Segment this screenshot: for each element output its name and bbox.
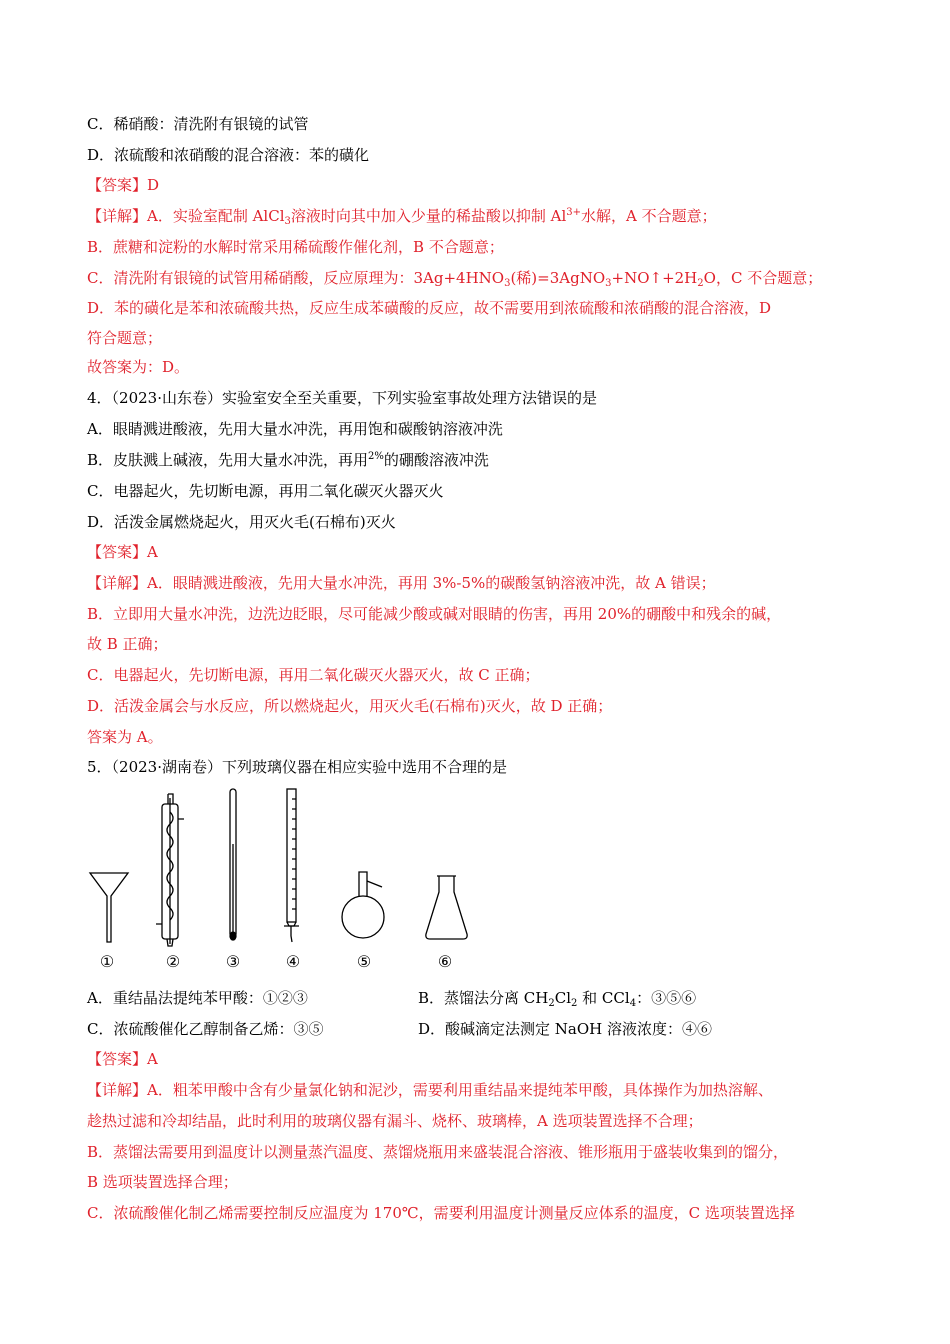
q4-option-c: C．电器起火，先切断电源，再用二氧化碳灭火器灭火 [87,482,444,500]
q5-option-c: C．浓硫酸催化乙醇制备乙烯：③⑤ [87,1020,324,1038]
q4-explanation-b-cont: 故 B 正确； [87,635,168,653]
explanation-b: B．蔗糖和淀粉的水解时常采用稀硫酸作催化剂，B 不合题意； [87,238,504,256]
q4-explanation-c: C．电器起火，先切断电源，再用二氧化碳灭火器灭火，故 C 正确； [87,666,540,684]
burette-icon [284,789,299,942]
question-5-stem: 5．（2023·湖南卷）下列玻璃仪器在相应实验中选用不合理的是 [87,758,507,776]
label-3: ③ [225,952,241,971]
funnel-icon [90,873,128,942]
label-5: ⑤ [356,952,372,971]
q4-explanation-a: 【详解】A．眼睛溅进酸液，先用大量水冲洗，再用 3%-5%的碳酸氢钠溶液冲洗，故 A 错误； [87,574,716,592]
q5-option-d: D．酸碱滴定法测定 NaOH 溶液浓度：④⑥ [418,1020,713,1038]
q4-explanation-d: D．活泼金属会与水反应，所以燃烧起火，用灭火毛(石棉布)灭火，故 D 正确； [87,697,613,715]
option-d: D．浓硫酸和浓硝酸的混合溶液：苯的磺化 [87,146,370,164]
thermometer-icon [230,789,236,940]
conclusion: 故答案为：D。 [87,358,190,376]
q4-explanation-b: B．立即用大量水冲洗，边洗边眨眼，尽可能减少酸或碱对眼睛的伤害，再用 20%的硼酸中和残余的碱， [87,605,782,623]
explanation-c: C．清洗附有银镜的试管用稀硝酸，反应原理为：$3Ag+4HNO_3$(稀)$=3AgNO_3+NO↑+2H_2O$，C 不合题意； [87,269,823,289]
explanation-a: 【详解】A．实验室配制 AlCl$_3$溶液时向其中加入少量的稀盐酸以抑制 $Al^{3+}$水解，A 不合题意； [87,207,717,227]
label-1: ① [99,952,115,971]
q5-option-b: B．蒸馏法分离 $CH_2Cl_2$ 和 CCl$_4$：③⑤⑥ [418,989,697,1009]
q4-option-b: B．皮肤溅上碱液，先用大量水冲洗，再用$^{2\%}$的硼酸溶液冲洗 [87,451,489,469]
q5-explanation-b: B．蒸馏法需要用到温度计以测量蒸汽温度、蒸馏烧瓶用来盛装混合溶液、锥形瓶用于盛装收集到的馏分， [87,1143,789,1161]
q5-explanation-a: 【详解】A．粗苯甲酸中含有少量氯化钠和泥沙，需要利用重结晶来提纯苯甲酸，具体操作为加热溶解、 [87,1081,773,1099]
label-6: ⑥ [437,952,453,971]
answer: 【答案】D [87,176,160,194]
conical-flask-icon [426,876,467,939]
label-4: ④ [285,952,301,971]
q5-answer: 【答案】A [87,1050,158,1068]
option-c: C．稀硝酸：清洗附有银镜的试管 [87,115,309,133]
q5-explanation-b-cont: B 选项装置选择合理； [87,1173,238,1191]
question-4-stem: 4．（2023·山东卷）实验室安全至关重要，下列实验室事故处理方法错误的是 [87,389,597,407]
q4-conclusion: 答案为 A。 [87,728,163,746]
label-2: ② [165,952,181,971]
q4-option-d: D．活泼金属燃烧起火，用灭火毛(石棉布)灭火 [87,513,396,531]
distilling-flask-icon [342,872,384,938]
q5-explanation-c: C．浓硫酸催化制乙烯需要控制反应温度为 170℃，需要利用温度计测量反应体系的温度，C 选项装置选择 [87,1204,795,1222]
q4-answer: 【答案】A [87,543,158,561]
condenser-icon [156,794,184,946]
q4-option-a: A．眼睛溅进酸液，先用大量水冲洗，再用饱和碳酸钠溶液冲洗 [87,420,503,438]
q5-explanation-a-cont: 趁热过滤和冷却结晶，此时利用的玻璃仪器有漏斗、烧杯、玻璃棒，A 选项装置选择不合理； [87,1112,703,1130]
explanation-d: D．苯的磺化是苯和浓硫酸共热，反应生成苯磺酸的反应，故不需要用到浓硫酸和浓硝酸的混合溶液，D [87,299,772,317]
explanation-d-cont: 符合题意； [87,329,163,347]
glassware-figure [80,784,500,980]
q5-option-a: A．重结晶法提纯苯甲酸：①②③ [87,989,308,1007]
